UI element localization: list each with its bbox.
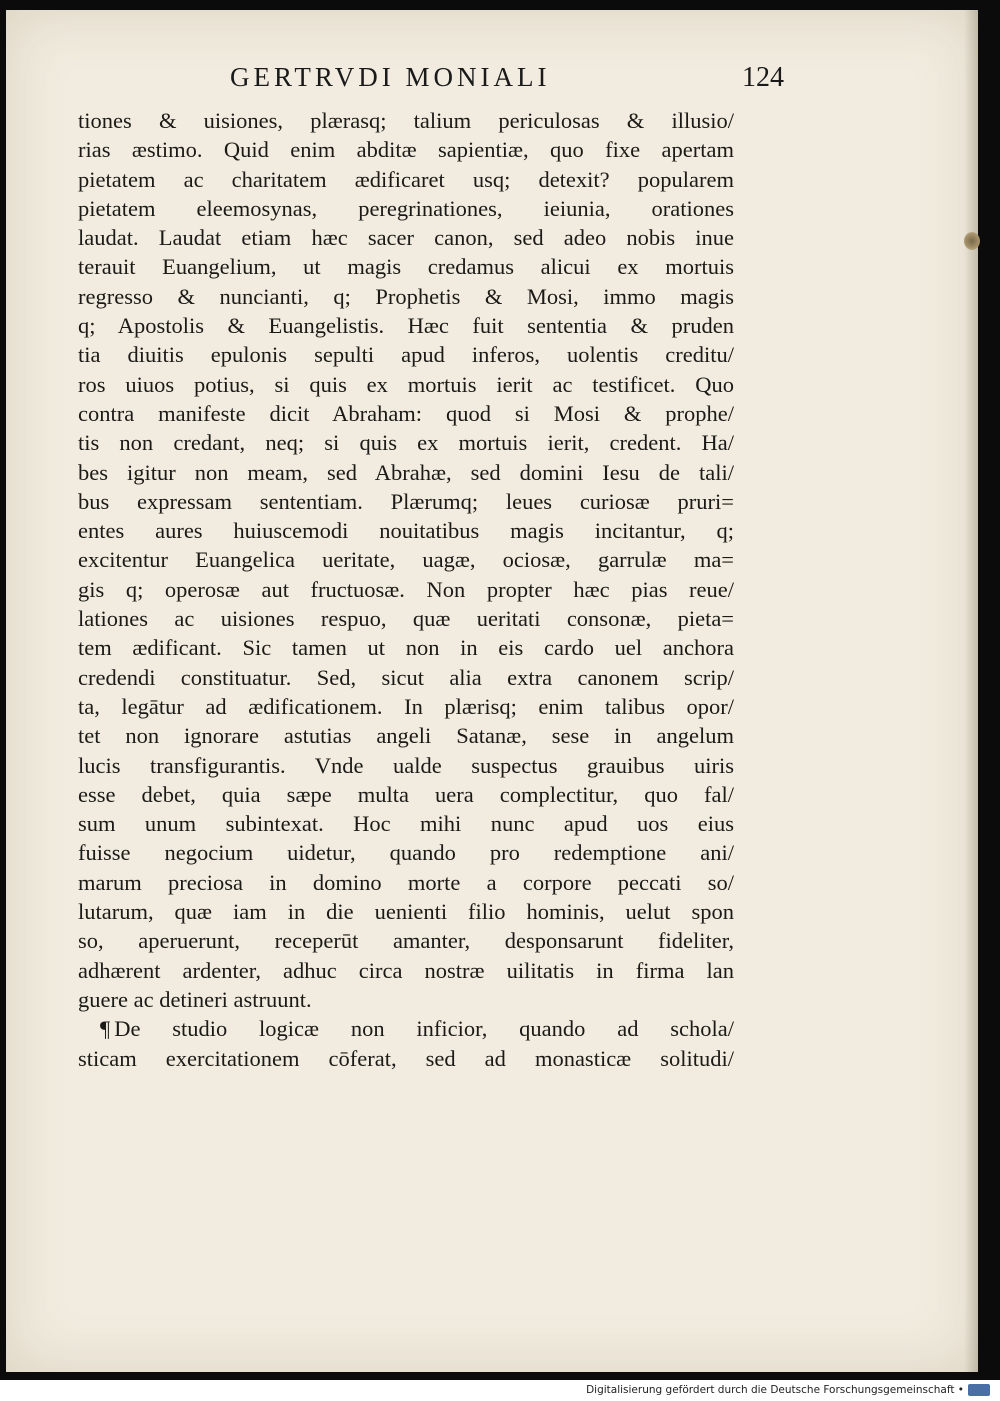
text-line: esse debet, quia sæpe multa uera complectitur, quo fal/ bbox=[78, 781, 734, 807]
text-line: marum preciosa in domino morte a corpore peccati so/ bbox=[78, 869, 734, 895]
text-line: lucis transfigurantis. Vnde ualde suspectus grauibus uiris bbox=[78, 752, 734, 778]
paragraph-mark: ¶ bbox=[100, 1016, 111, 1042]
text-line: tiones & uisiones, plærasq; talium periculosas & illusio/ bbox=[78, 108, 734, 133]
text-line: adhærent ardenter, adhuc circa nostræ uilitatis in firma lan bbox=[78, 957, 734, 983]
text-line: regresso & nuncianti, q; Prophetis & Mosi, immo magis bbox=[78, 283, 734, 309]
ink-stain bbox=[964, 232, 980, 250]
text-line: bes igitur non meam, sed Abrahæ, sed domini Iesu de tali/ bbox=[78, 459, 734, 485]
text-line: lationes ac uisiones respuo, quæ ueritati consonæ, pieta= bbox=[78, 606, 734, 632]
page-number: 124 bbox=[742, 62, 784, 93]
text-line: q; Apostolis & Euangelistis. Hæc fuit sententia & pruden bbox=[78, 313, 734, 339]
text-line: gis q; operosæ aut fructuosæ. Non propter hæc pias reue/ bbox=[78, 576, 734, 602]
text-line: sticam exercitationem cōferat, sed ad monasticæ solitudi/ bbox=[78, 1045, 734, 1071]
text-line: tis non credant, neq; si quis ex mortuis ierit, credent. Ha/ bbox=[78, 430, 734, 456]
text-line: tia diuitis epulonis sepulti apud inferos, uolentis creditu/ bbox=[78, 342, 734, 368]
text-line: pietatem eleemosynas, peregrinationes, ieiunia, orationes bbox=[78, 195, 734, 221]
text-line-content: De studio logicæ non inficior, quando ad schola/ bbox=[114, 1016, 734, 1042]
text-line: contra manifeste dicit Abraham: quod si Mosi & prophe/ bbox=[78, 400, 734, 426]
text-line bbox=[78, 1014, 734, 1043]
dfg-logo bbox=[968, 1384, 990, 1396]
text-line: so, aperuerunt, receperūt amanter, desponsarunt fideliter, bbox=[78, 928, 734, 954]
credit-text: Digitalisierung gefördert durch die Deutsche Forschungsgemeinschaft • bbox=[586, 1384, 964, 1396]
text-line: ros uiuos potius, si quis ex mortuis ierit ac testificet. Quo bbox=[78, 371, 734, 397]
text-line: guere ac detineri astruunt. bbox=[78, 986, 312, 1012]
text-line: fuisse negocium uidetur, quando pro redemptione ani/ bbox=[78, 840, 734, 866]
text-line: entes aures huiuscemodi nouitatibus magis incitantur, q; bbox=[78, 518, 734, 544]
text-line: tet non ignorare astutias angeli Satanæ, sese in angelum bbox=[78, 723, 734, 749]
text-line: credendi constituatur. Sed, sicut alia extra canonem scrip/ bbox=[78, 664, 734, 690]
text-line: sum unum subintexat. Hoc mihi nunc apud uos eius bbox=[78, 811, 734, 837]
text-line: laudat. Laudat etiam hæc sacer canon, sed adeo nobis inue bbox=[78, 225, 734, 251]
text-line: ta, legātur ad ædificationem. In plærisq; enim talibus opor/ bbox=[78, 693, 734, 719]
text-line: tem ædificant. Sic tamen ut non in eis cardo uel anchora bbox=[78, 635, 734, 661]
book-page bbox=[6, 10, 978, 1372]
text-line: pietatem ac charitatem ædificaret usq; detexit? popularem bbox=[78, 166, 734, 192]
text-line: bus expressam sententiam. Plærumq; leues curiosæ pruri= bbox=[78, 488, 734, 514]
text-line: rias æstimo. Quid enim abditæ sapientiæ, quo fixe apertam bbox=[78, 137, 734, 163]
text-line: lutarum, quæ iam in die uenienti filio hominis, uelut spon bbox=[78, 899, 734, 925]
running-title: GERTRVDI MONIALI bbox=[230, 62, 551, 92]
page-edge-shadow bbox=[964, 10, 978, 1372]
text-line: terauit Euangelium, ut magis credamus alicui ex mortuis bbox=[78, 254, 734, 280]
text-line: excitentur Euangelica ueritate, uagæ, ociosæ, garrulæ ma= bbox=[78, 547, 734, 573]
body-text bbox=[78, 106, 734, 1073]
digitization-credit bbox=[586, 1384, 990, 1396]
